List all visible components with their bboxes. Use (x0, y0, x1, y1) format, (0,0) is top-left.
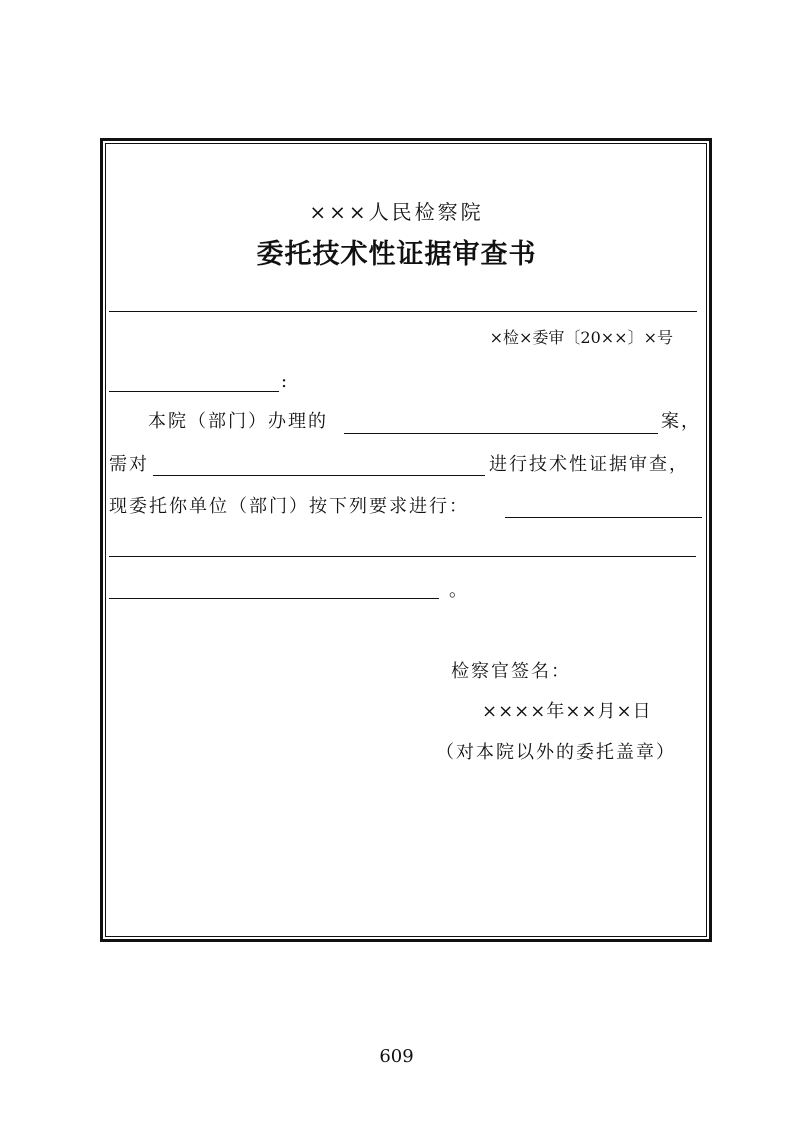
document-title: 委托技术性证据审查书 (256, 239, 537, 270)
addressee-colon: : (281, 371, 290, 392)
request-line-prefix: 现委托你单位（部门）按下列要求进行： (109, 496, 469, 517)
review-line-suffix: 进行技术性证据审查， (489, 454, 689, 475)
requirements-blank-2[interactable] (109, 556, 696, 557)
case-name-blank[interactable] (344, 433, 658, 434)
requirements-blank-1[interactable] (505, 517, 702, 518)
case-line-suffix: 案， (661, 411, 701, 432)
header-divider (109, 311, 697, 312)
requirements-blank-3[interactable] (109, 598, 439, 599)
addressee-blank[interactable] (109, 391, 279, 392)
signature-date: ××××年××月×日 (482, 701, 652, 722)
review-line-prefix: 需对 (109, 454, 149, 475)
prosecutor-signature-label: 检察官签名： (451, 661, 571, 682)
seal-note: （对本院以外的委托盖章） (436, 742, 676, 763)
case-line-prefix: 本院（部门）办理的 (148, 411, 328, 432)
organization-name: ×××人民检察院 (309, 200, 484, 224)
ending-period: 。 (449, 580, 469, 601)
page-number: 609 (379, 1046, 414, 1067)
review-object-blank[interactable] (153, 475, 485, 476)
document-number: ×检×委审〔20××〕×号 (489, 328, 673, 347)
